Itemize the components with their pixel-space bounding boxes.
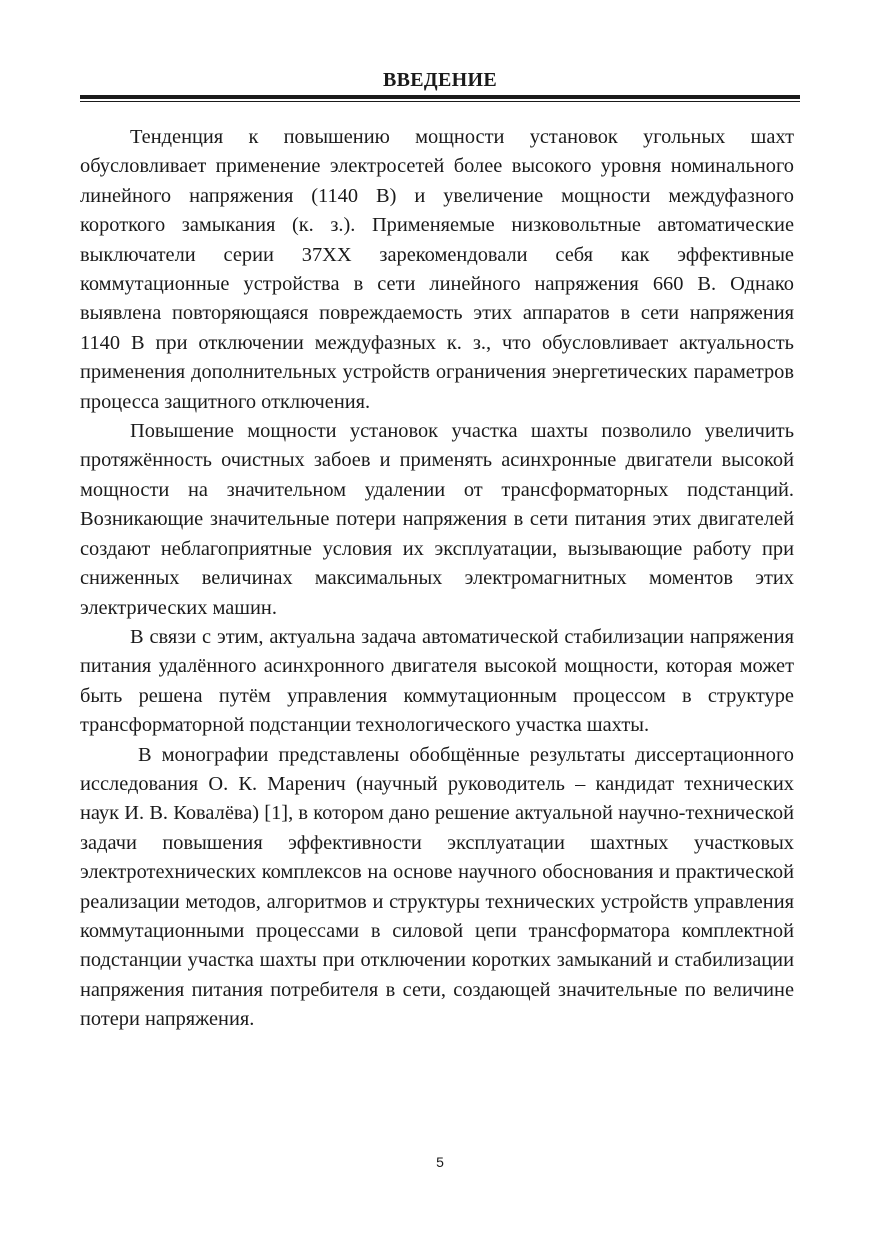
section-heading: ВВЕДЕНИЕ	[383, 69, 497, 91]
heading-rule-thin	[80, 101, 800, 102]
paragraph-3: В связи с этим, актуальна задача автоматической стабилизации напряжения питания удалённого асинхронного двигателя высокой мощности, которая может быть решена путём управления коммутационным процессом в структуре трансформаторной подстанции технологического участка шахты.	[80, 625, 794, 737]
paragraph-4: В монографии представлены обобщённые результаты диссертационного исследования О. К. Маренич (научный руководитель – кандидат технических наук И. В. Ковалёва) [1], в котором дано решение актуальной научно-технической задачи повышения эффективности эксплуатации шахтных участковых электротехнических комплексов на основе научного обоснования и практической реализации методов, алгоритмов и структуры технических устройств управления коммутационными процессами в силовой цепи трансформатора комплектной подстанции участка шахты при отключении коротких замыканий и стабилизации напряжения питания потребителя в сети, создающей значительные по величине потери напряжения.	[80, 743, 794, 1031]
paragraph-1: Тенденция к повышению мощности установок угольных шахт обусловливает применение электросетей более высокого уровня номинального линейного напряжения (1140 В) и увеличение мощности междуфазного короткого замыкания (к. з.). Применяемые низковольтные автоматические выключатели серии 37ХХ зарекомендовали себя как эффективные коммутационные устройства в сети линейного напряжения 660 В. Однако выявлена повторяющаяся повреждаемость этих аппаратов в сети напряжения 1140 В при отключении междуфазных к. з., что обусловливает актуальность применения дополнительных устройств ограничения энергетических параметров процесса защитного отключения.	[80, 126, 794, 413]
heading-rule-thick	[80, 95, 800, 99]
body-text	[80, 123, 794, 1035]
page-number: 5	[436, 1154, 444, 1170]
paragraph-2: Повышение мощности установок участка шахты позволило увеличить протяжённость очистных забоев и применять асинхронные двигатели высокой мощности на значительном удалении от трансформаторных подстанций. Возникающие значительные потери напряжения в сети питания этих двигателей создают неблагоприятные условия их эксплуатации, вызывающие работу при сниженных величинах максимальных электромагнитных моментов этих электрических машин.	[80, 420, 794, 619]
